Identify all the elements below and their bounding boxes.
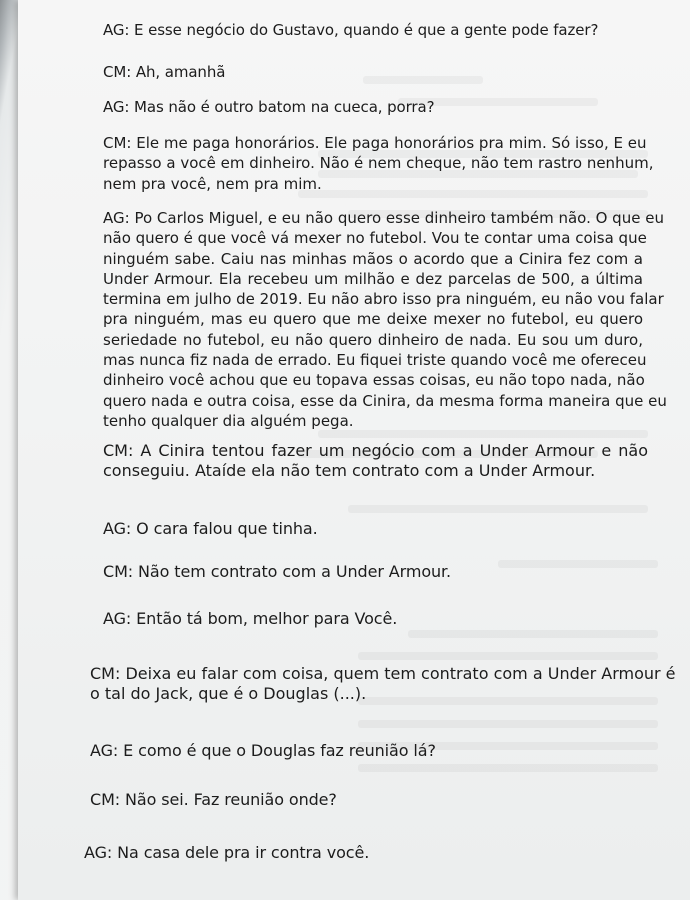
paragraph-line: o tal do Jack, que é o Douglas (...). xyxy=(90,684,367,703)
paragraph-line: AG: Po Carlos Miguel, e eu não quero esse dinheiro também não. O que eu xyxy=(103,209,664,227)
paragraph-line: repasso a você em dinheiro. Não é nem cheque, não tem rastro nenhum, xyxy=(103,154,654,173)
transcript-line-ag-6: AG: E como é que o Douglas faz reunião lá? xyxy=(90,741,436,760)
paragraph-line: Under Armour. Ela recebeu um milhão e dez parcelas de 500, a última xyxy=(103,269,643,288)
paragraph-line: seriedade no futebol, eu não quero dinheiro de nada. Eu sou um duro, xyxy=(103,330,643,349)
paragraph-line: CM: Deixa eu falar com coisa, quem tem contrato com a Under Armour é xyxy=(90,664,676,683)
transcript-line-ag-5: AG: Então tá bom, melhor para Você. xyxy=(103,609,398,628)
paragraph-line: ninguém sabe. Caiu nas minhas mãos o acordo que a Cinira fez com a xyxy=(103,249,643,268)
transcript-paragraph-cm-5 xyxy=(90,664,676,704)
paragraph-line: pra ninguém, mas eu quero que me deixe mexer no futebol, eu quero xyxy=(103,310,643,329)
paragraph-line: nem pra você, nem pra mim. xyxy=(103,174,322,193)
paragraph-line: termina em julho de 2019. Eu não abro isso pra ninguém, eu não vou falar xyxy=(103,290,664,309)
transcript-line-ag-7: AG: Na casa dele pra ir contra você. xyxy=(84,843,370,862)
paragraph-line: dinheiro você achou que eu topava essas coisas, eu não topo nada, não xyxy=(103,371,645,390)
transcript-paragraph-cm-3 xyxy=(103,441,648,481)
transcript-paragraph-ag-3 xyxy=(103,208,667,431)
paragraph-line: CM: A Cinira tentou fazer um negócio com a Under Armour e não xyxy=(103,441,648,460)
paragraph-line: conseguiu. Ataíde ela não tem contrato com a Under Armour. xyxy=(103,461,596,480)
paragraph-line: mas nunca fiz nada de errado. Eu fiquei triste quando você me ofereceu xyxy=(103,351,647,370)
paragraph-line: não quero é que você vá mexer no futebol. Vou te contar uma coisa que xyxy=(103,229,647,248)
transcript-line-ag-2: AG: Mas não é outro batom na cueca, porra? xyxy=(103,98,435,116)
transcript-line-cm-6: CM: Não sei. Faz reunião onde? xyxy=(90,790,337,809)
transcript-paragraph-cm-2 xyxy=(103,133,654,194)
transcript-line-ag-1: AG: E esse negócio do Gustavo, quando é que a gente pode fazer? xyxy=(103,21,599,39)
paragraph-line: quero nada e outra coisa, esse da Cinira, da mesma forma maneira que eu xyxy=(103,391,667,410)
transcript-line-cm-4: CM: Não tem contrato com a Under Armour. xyxy=(103,562,452,581)
paragraph-line: tenho qualquer dia alguém pega. xyxy=(103,411,354,430)
transcript-line-ag-4: AG: O cara falou que tinha. xyxy=(103,519,318,538)
paragraph-line: CM: Ele me paga honorários. Ele paga honorários pra mim. Só isso, E eu xyxy=(103,134,647,152)
transcript-line-cm-1: CM: Ah, amanhã xyxy=(103,63,226,81)
